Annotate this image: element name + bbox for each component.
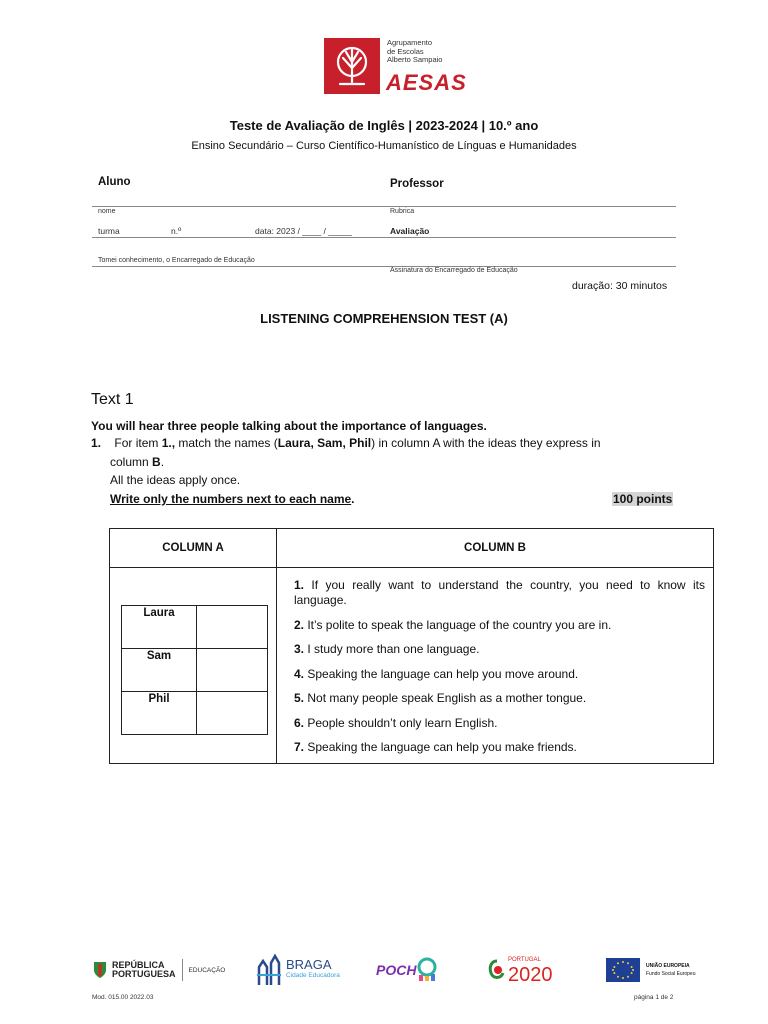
aluno-label: Aluno [98, 176, 131, 188]
nome-label: nome [98, 208, 116, 215]
item-line2-bold: B [152, 455, 161, 469]
assinatura-label: Assinatura do Encarregado de Educação [390, 267, 518, 274]
eu-flag-icon [606, 958, 640, 982]
item-text-post: ) in column A with the ideas they express in [371, 436, 601, 450]
idea-text: It’s polite to speak the language of the country you are in. [304, 617, 612, 632]
test-subtitle: Ensino Secundário – Curso Científico-Humanístico de Línguas e Humanidades [191, 140, 577, 152]
write-only-text: Write only the numbers next to each name [110, 492, 352, 506]
write-only-end: . [351, 492, 355, 506]
model-code: Mod. 015.00 2022.03 [92, 994, 154, 1001]
form-rule [92, 237, 676, 238]
idea-number: 2. [294, 617, 305, 632]
idea-number: 3. [294, 642, 305, 656]
form-rule [92, 266, 676, 267]
item-line2-pre: column [110, 455, 153, 469]
name-phil: Phil [122, 692, 197, 735]
professor-label: Professor [390, 178, 444, 190]
idea-text: If you really want to understand the country, you need to know its language. [294, 578, 705, 607]
name-laura: Laura [122, 606, 197, 649]
numero-label: n.º [171, 226, 182, 236]
portugal-emblem-icon [488, 959, 506, 981]
test-title: Teste de Avaliação de Inglês | 2023-2024 | 10.º ano [229, 118, 539, 133]
name-row [122, 606, 268, 649]
avaliacao-label: Avaliação [390, 226, 430, 236]
turma-label: turma [98, 226, 120, 236]
portugal-2020-logo [488, 955, 553, 985]
idea-number: 4. [294, 666, 305, 681]
name-sam: Sam [122, 649, 197, 692]
item-instruction-line2 [110, 455, 164, 469]
p2020-text: 2020 [508, 963, 553, 986]
name-row [122, 692, 268, 735]
idea-text: Speaking the language can help you make friends. [304, 740, 577, 754]
ue-text: UNIÃO EUROPEIA [646, 963, 690, 969]
idea-text: Not many people speak English as a mother tongue. [304, 691, 587, 705]
fse-text: Fundo Social Europeu [646, 971, 696, 977]
educacao-text: EDUCAÇÃO [188, 966, 226, 974]
column-b-header: COLUMN B [277, 529, 714, 568]
idea-item [294, 740, 705, 755]
column-a-cell [110, 568, 277, 764]
form-rule [92, 206, 676, 207]
answer-box-laura[interactable] [197, 606, 268, 649]
idea-number: 6. [294, 715, 305, 730]
write-only-note [110, 492, 355, 506]
item-text-pre: For item [114, 436, 162, 450]
section-heading: Text 1 [91, 391, 134, 408]
item-text-mid: match the names ( [175, 436, 278, 450]
idea-item [294, 667, 705, 682]
poch-logo [376, 955, 438, 985]
idea-number: 7. [294, 740, 305, 754]
idea-item [294, 578, 705, 608]
school-logo-brand: AESAS [386, 70, 467, 95]
duracao-label: duração: 30 minutos [572, 280, 668, 292]
main-title: LISTENING COMPREHENSION TEST (A) [260, 311, 508, 326]
rubrica-label: Rubrica [390, 208, 415, 215]
idea-item [294, 618, 705, 633]
idea-item [294, 642, 705, 657]
portuguesa-text: PORTUGUESA [112, 969, 176, 979]
school-logo-emblem [324, 38, 380, 94]
points-badge: 100 points [613, 492, 673, 506]
idea-item [294, 691, 705, 706]
section-lead: You will hear three people talking about the importance of languages. [91, 419, 487, 433]
portugal-text: PORTUGAL [508, 956, 541, 963]
item-number: 1. [91, 436, 102, 450]
braga-logo [255, 955, 340, 985]
idea-number: 1. [294, 578, 305, 592]
item-names: Laura, Sam, Phil [277, 436, 372, 450]
answer-box-sam[interactable] [197, 649, 268, 692]
matching-table [109, 528, 714, 764]
column-a-header: COLUMN A [110, 529, 277, 568]
school-logo-text: Agrupamento de Escolas Alberto Sampaio [387, 38, 443, 64]
idea-text: I study more than one language. [304, 642, 480, 656]
republica-emblem-icon [92, 960, 108, 980]
item-line2-post: . [160, 455, 165, 469]
idea-text: Speaking the language can help you move around. [304, 666, 579, 681]
braga-emblem-icon [255, 953, 283, 987]
poch-text: POCH [376, 962, 417, 978]
uniao-europeia-logo [606, 955, 695, 985]
republica-portuguesa-logo [92, 955, 225, 985]
braga-text: BRAGA [286, 957, 332, 972]
page-number: página 1 de 2 [634, 994, 674, 1001]
idea-number: 5. [294, 691, 305, 705]
idea-item [294, 716, 705, 731]
poch-emblem-icon [416, 957, 438, 983]
item-instruction [91, 436, 601, 450]
data-field: data: 2023 / ____ / _____ [255, 226, 352, 236]
all-ideas-note: All the ideas apply once. [110, 473, 241, 487]
tomei-label: Tomei conhecimento, o Encarregado de Educação [98, 257, 255, 264]
answer-box-phil[interactable] [197, 692, 268, 735]
column-b-cell [277, 568, 714, 764]
names-grid [121, 605, 268, 735]
idea-text: People shouldn’t only learn English. [304, 715, 498, 730]
item-text-bold: 1., [161, 436, 176, 450]
republica-text: REPÚBLICA [112, 960, 165, 970]
name-row [122, 649, 268, 692]
braga-subtext: Cidade Educadora [286, 972, 340, 979]
